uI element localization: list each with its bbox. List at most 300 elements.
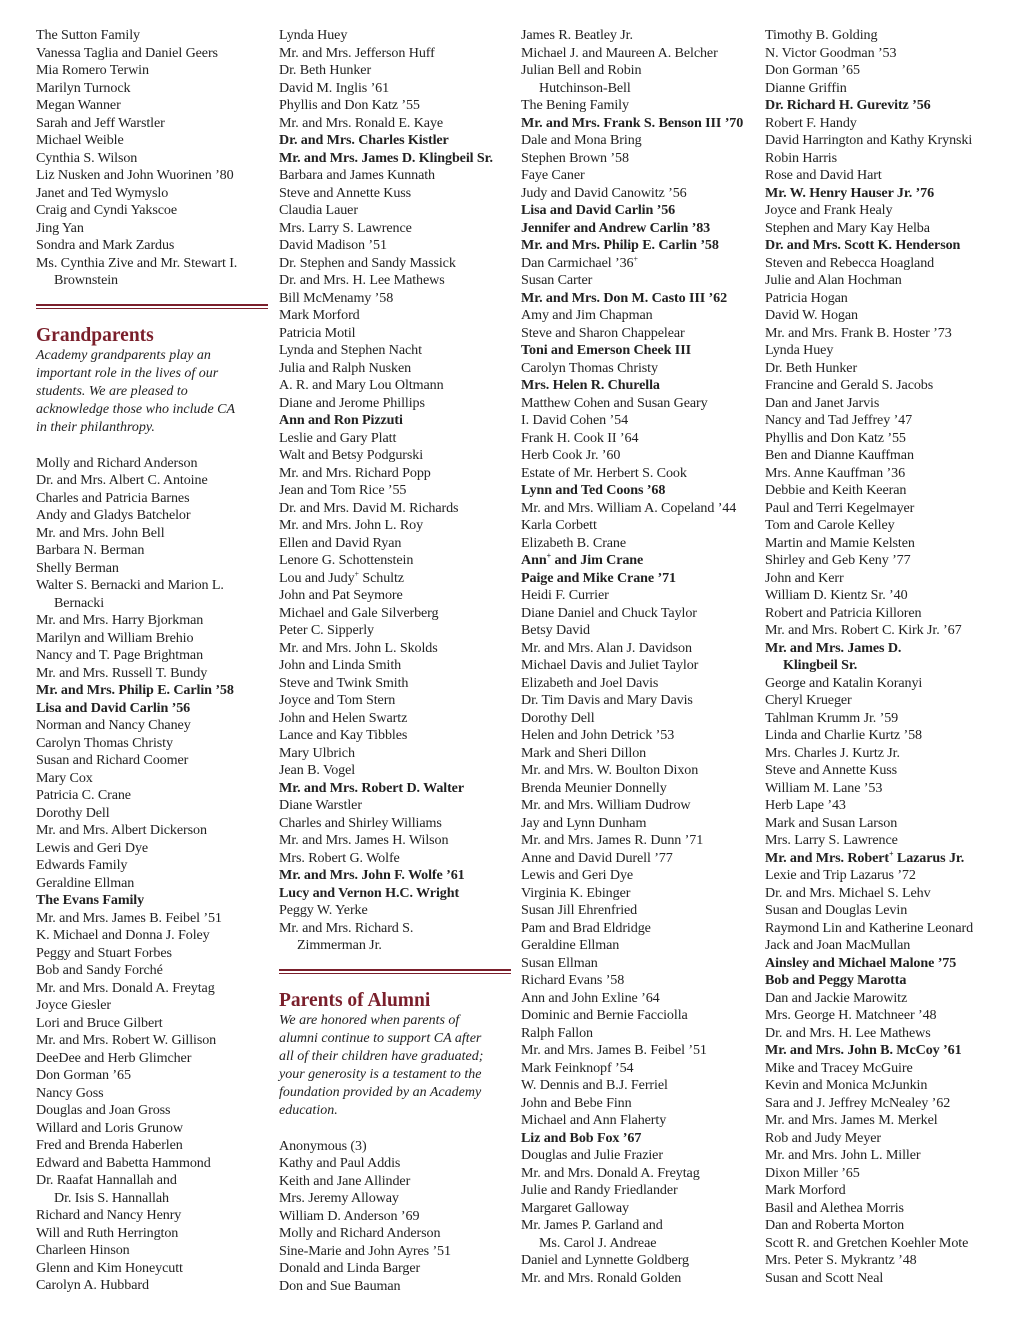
donor-name: Barbara and James Kunnath xyxy=(279,167,435,183)
donor-name: Phyllis and Don Katz ’55 xyxy=(279,97,420,113)
donor-name: Bob and Sandy Forché xyxy=(36,962,163,978)
donor-name: Susan Carter xyxy=(521,272,593,288)
donor-name: Susan and Scott Neal xyxy=(765,1269,884,1286)
donor-name: David Harrington and Kathy Krynski xyxy=(765,132,973,148)
donor-name: Mr. and Mrs. John F. Wolfe ’61 xyxy=(279,867,465,883)
donor-name: Richard and Nancy Henry xyxy=(36,1207,182,1223)
section-divider xyxy=(36,304,268,309)
donor-name: Daniel and Lynnette Goldberg xyxy=(521,1252,689,1268)
donor-name: Mrs. Anne Kauffman ’36 xyxy=(765,464,906,481)
donor-name: Brownstein xyxy=(54,272,118,288)
intro-line: Academy grandparents play an xyxy=(36,347,211,363)
donor-name: Lynn and Ted Coons ’68 xyxy=(521,482,666,498)
donor-name: Dianne Griffin xyxy=(765,79,847,96)
deceased-marker: + xyxy=(889,848,894,858)
section-heading: Parents of Alumni xyxy=(279,989,431,1011)
donor-name: Claudia Lauer xyxy=(279,202,358,218)
donor-name: Stephen Brown ’58 xyxy=(521,149,629,166)
donor-name: Mr. and Mrs. Jefferson Huff xyxy=(279,44,435,61)
donor-name: Liz and Bob Fox ’67 xyxy=(521,1129,642,1146)
donor-name: Ann and John Exline ’64 xyxy=(521,989,660,1006)
donor-name: Dan and Jackie Marowitz xyxy=(765,989,908,1006)
donor-name: Dale and Mona Bring xyxy=(521,132,642,148)
donor-name: Jay and Lynn Dunham xyxy=(521,814,647,831)
donor-name: Bernacki xyxy=(54,594,105,611)
donor-name: Liz Nusken and John Wuorinen ’80 xyxy=(36,167,234,183)
donor-name: Charles and Patricia Barnes xyxy=(36,489,190,506)
donor-name: Dr. and Mrs. H. Lee Mathews xyxy=(279,272,445,288)
donor-name: John and Linda Smith xyxy=(279,657,402,673)
donor-name: Sine-Marie and John Ayres ’51 xyxy=(279,1242,451,1259)
donor-name: Matthew Cohen and Susan Geary xyxy=(521,394,708,411)
donor-name: Diane and Jerome Phillips xyxy=(279,394,425,411)
donor-name: Dr. and Mrs. Michael S. Lehv xyxy=(765,884,931,901)
donor-name: Jean B. Vogel xyxy=(279,762,356,778)
donor-name: Helen and John Detrick ’53 xyxy=(521,727,675,743)
deceased-marker: + xyxy=(354,568,359,578)
donor-name: Walt and Betsy Podgurski xyxy=(279,447,424,463)
donor-name: Ann and Ron Pizzuti xyxy=(279,412,403,428)
donor-name: Mark and Sheri Dillon xyxy=(521,744,647,761)
donor-name: Susan and Douglas Levin xyxy=(765,902,908,918)
donor-name: Lance and Kay Tibbles xyxy=(279,727,408,743)
donor-name: Bill McMenamy ’58 xyxy=(279,289,394,306)
donor-name: Robert F. Handy xyxy=(765,114,857,131)
donor-name: Patricia Motil xyxy=(279,324,356,341)
donor-name: Jack and Joan MacMullan xyxy=(765,937,911,953)
donor-name: Megan Wanner xyxy=(36,97,121,113)
donor-name: Steve and Twink Smith xyxy=(279,674,409,691)
donor-name: Dr. Beth Hunker xyxy=(279,62,372,78)
donor-name: David W. Hogan xyxy=(765,307,858,323)
donor-name: Mr. James P. Garland and xyxy=(521,1217,663,1233)
intro-line: in their philanthropy. xyxy=(36,419,155,435)
donor-name: John and Helen Swartz xyxy=(279,709,408,726)
donor-name: Paul and Terri Kegelmayer xyxy=(765,499,915,516)
donor-name: Mr. and Mrs. Ronald Golden xyxy=(521,1269,682,1286)
donor-name: Mia Romero Terwin xyxy=(36,62,149,78)
donor-name-part: Lou and Judy xyxy=(279,569,355,586)
donor-name: Ellen and David Ryan xyxy=(279,534,402,551)
intro-line: We are honored when parents of xyxy=(279,1012,460,1028)
donor-name: Susan and Richard Coomer xyxy=(36,752,189,768)
donor-name: Vanessa Taglia and Daniel Geers xyxy=(36,44,218,61)
donor-name: Dr. and Mrs. Scott K. Henderson xyxy=(765,237,961,253)
donor-name: Martin and Mamie Kelsten xyxy=(765,534,915,551)
donor-name: Mike and Tracey McGuire xyxy=(765,1059,913,1076)
donor-name: Norman and Nancy Chaney xyxy=(36,717,191,733)
column-4 xyxy=(765,27,1010,1287)
donor-name: Dr. and Mrs. David M. Richards xyxy=(279,499,459,516)
donor-name: Craig and Cyndi Yakscoe xyxy=(36,202,177,218)
donor-name: Lynda Huey xyxy=(279,27,348,43)
donor-name: Molly and Richard Anderson xyxy=(279,1225,441,1241)
donor-name: Michael Davis and Juliet Taylor xyxy=(521,657,699,673)
donor-name: Sarah and Jeff Warstler xyxy=(36,114,165,131)
donor-name: Frank H. Cook II ’64 xyxy=(521,429,639,446)
donor-name: Jing Yan xyxy=(36,219,84,236)
donor-name: Shirley and Geb Keny ’77 xyxy=(765,552,911,568)
donor-name: David M. Inglis ’61 xyxy=(279,79,390,96)
donor-name: Cynthia S. Wilson xyxy=(36,149,138,166)
donor-name: Mr. and Mrs. James B. Feibel ’51 xyxy=(36,909,222,926)
donor-name: Charleen Hinson xyxy=(36,1242,130,1258)
donor-name: Joyce Giesler xyxy=(36,997,112,1013)
donor-name: Edwards Family xyxy=(36,857,128,873)
donor-name: Timothy B. Golding xyxy=(765,27,878,43)
donor-name: Paige and Mike Crane ’71 xyxy=(521,569,676,586)
section-intro xyxy=(279,1012,514,1120)
donor-name: Amy and Jim Chapman xyxy=(521,307,653,323)
donor-name: George and Katalin Koranyi xyxy=(765,674,923,691)
donor-name: Diane Daniel and Chuck Taylor xyxy=(521,604,697,621)
donor-name: Mrs. Jeremy Alloway xyxy=(279,1190,399,1206)
donor-name: Dr. Beth Hunker xyxy=(765,359,858,376)
donor-name: Dr. and Mrs. H. Lee Mathews xyxy=(765,1024,931,1041)
donor-name: Keith and Jane Allinder xyxy=(279,1172,411,1189)
donor-name: Fred and Brenda Haberlen xyxy=(36,1137,183,1153)
donor-name: Dorothy Dell xyxy=(36,804,110,821)
donor-name: Don Gorman ’65 xyxy=(765,62,860,78)
donor-name: Raymond Lin and Katherine Leonard xyxy=(765,919,974,936)
donor-name: David Madison ’51 xyxy=(279,237,387,253)
donor-name: Anne and David Durell ’77 xyxy=(521,849,673,866)
donor-name: John and Pat Seymore xyxy=(279,587,403,603)
donor-name: Carolyn Thomas Christy xyxy=(36,734,173,751)
donor-name: Julie and Randy Friedlander xyxy=(521,1182,678,1198)
donor-name: Jean and Tom Rice ’55 xyxy=(279,482,407,498)
intro-line: your generosity is a testament to the xyxy=(279,1066,482,1082)
donor-name: Mr. and Mrs. Robert C. Kirk Jr. ’67 xyxy=(765,622,962,638)
donor-name: The Sutton Family xyxy=(36,27,141,43)
donor-name: William M. Lane ’53 xyxy=(765,779,883,796)
donor-name: William D. Anderson ’69 xyxy=(279,1207,420,1224)
donor-name: Mark Feinknopf ’54 xyxy=(521,1059,634,1076)
donor-name: Mr. and Mrs. Philip E. Carlin ’58 xyxy=(36,682,234,698)
donor-name: Pam and Brad Eldridge xyxy=(521,919,651,936)
donor-name: Dorothy Dell xyxy=(521,709,595,726)
donor-name: Sondra and Mark Zardus xyxy=(36,237,175,253)
donor-name: Michael and Ann Flaherty xyxy=(521,1112,667,1128)
donor-name: Nancy Goss xyxy=(36,1084,104,1101)
donor-name: Michael J. and Maureen A. Belcher xyxy=(521,44,718,61)
donor-name: Jennifer and Andrew Carlin ’83 xyxy=(521,219,711,236)
donor-name xyxy=(521,255,759,273)
donor-name: Mrs. Larry S. Lawrence xyxy=(279,219,412,236)
donor-name: Mark Morford xyxy=(279,307,360,323)
donor-name: Marilyn Turnock xyxy=(36,79,131,96)
donor-name: Lewis and Geri Dye xyxy=(521,867,634,883)
donor-name: Debbie and Keith Keeran xyxy=(765,482,907,498)
donor-name: I. David Cohen ’54 xyxy=(521,412,629,428)
donor-name: Joyce and Frank Healy xyxy=(765,202,893,218)
donor-name: Michael Weible xyxy=(36,132,124,148)
column-2 xyxy=(279,27,514,1295)
donor-name: Lisa and David Carlin ’56 xyxy=(521,202,676,218)
donor-name: Mrs. Peter S. Mykrantz ’48 xyxy=(765,1252,917,1268)
donor-name: Mr. and Mrs. John L. Roy xyxy=(279,517,424,533)
donor-name: Mr. and Mrs. John Bell xyxy=(36,524,165,541)
donor-name: Brenda Meunier Donnelly xyxy=(521,779,667,796)
donor-name: Lenore G. Schottenstein xyxy=(279,552,414,568)
donor-name: Mr. and Mrs. W. Boulton Dixon xyxy=(521,762,699,778)
donor-name: Mr. and Mrs. William A. Copeland ’44 xyxy=(521,499,737,516)
donor-name: Mark and Susan Larson xyxy=(765,814,898,831)
donor-name: Willard and Loris Grunow xyxy=(36,1119,183,1136)
intro-line: students. We are pleased to xyxy=(36,383,188,399)
donor-name: Mr. and Mrs. Richard Popp xyxy=(279,464,431,481)
donor-name: Dr. and Mrs. Charles Kistler xyxy=(279,132,449,148)
donor-name: Ben and Dianne Kauffman xyxy=(765,447,914,463)
donor-name: Mr. and Mrs. Russell T. Bundy xyxy=(36,664,208,681)
donor-name: Peter C. Sipperly xyxy=(279,622,374,638)
donor-name: Leslie and Gary Platt xyxy=(279,429,397,446)
donor-name: Marilyn and William Brehio xyxy=(36,629,194,646)
donor-name: Mr. and Mrs. James M. Merkel xyxy=(765,1112,938,1128)
donor-name: Geraldine Ellman xyxy=(36,874,135,891)
donor-name-part: Mr. and Mrs. Robert xyxy=(765,849,890,866)
donor-name: Lori and Bruce Gilbert xyxy=(36,1014,163,1031)
donor-name: Lewis and Geri Dye xyxy=(36,839,149,856)
donor-name: Dr. Isis S. Hannallah xyxy=(54,1189,169,1206)
donor-name: Mrs. Charles J. Kurtz Jr. xyxy=(765,744,900,761)
donor-name: Mr. and Mrs. James B. Feibel ’51 xyxy=(521,1042,707,1058)
donor-name: A. R. and Mary Lou Oltmann xyxy=(279,377,444,393)
donor-name: Walter S. Bernacki and Marion L. xyxy=(36,577,224,593)
intro-line: important role in the lives of our xyxy=(36,365,219,381)
donor-name: Mr. and Mrs. John L. Skolds xyxy=(279,639,438,656)
donor-name: Lynda Huey xyxy=(765,342,834,358)
donor-name: Anonymous (3) xyxy=(279,1137,367,1154)
donor-name: Barbara N. Berman xyxy=(36,542,145,558)
donor-name: Stephen and Mary Kay Helba xyxy=(765,219,930,236)
donor-name: Judy and David Canowitz ’56 xyxy=(521,184,687,201)
donor-name: John and Kerr xyxy=(765,569,844,586)
section-intro xyxy=(36,347,271,437)
donor-name: Basil and Alethea Morris xyxy=(765,1199,904,1216)
donor-name: Mrs. Helen R. Churella xyxy=(521,377,660,393)
donor-name: K. Michael and Donna J. Foley xyxy=(36,927,210,943)
donor-name: Toni and Emerson Cheek III xyxy=(521,342,691,358)
donor-name: Mr. W. Henry Hauser Jr. ’76 xyxy=(765,184,935,201)
donor-name: Mr. and Mrs. William Dudrow xyxy=(521,797,691,813)
donor-name: Dominic and Bernie Facciolla xyxy=(521,1007,688,1023)
donor-name: Carolyn A. Hubbard xyxy=(36,1277,149,1293)
donor-name: Andy and Gladys Batchelor xyxy=(36,507,191,523)
donor-name: Dr. Richard H. Gurevitz ’56 xyxy=(765,97,931,113)
donor-name: Mr. and Mrs. Donald A. Freytag xyxy=(36,979,215,996)
donor-name: Rob and Judy Meyer xyxy=(765,1129,882,1146)
donor-name: Margaret Galloway xyxy=(521,1199,630,1216)
donor-name: N. Victor Goodman ’53 xyxy=(765,44,897,61)
donor-name: Mr. and Mrs. Robert W. Gillison xyxy=(36,1032,217,1048)
donor-name: Mr. and Mrs. Philip E. Carlin ’58 xyxy=(521,237,719,253)
donor-name: Lexie and Trip Lazarus ’72 xyxy=(765,867,916,883)
donor-name: Peggy W. Yerke xyxy=(279,902,368,918)
donor-name xyxy=(765,850,1010,868)
intro-line: all of their children have graduated; xyxy=(279,1048,484,1064)
donor-name: Mary Ulbrich xyxy=(279,744,355,761)
donor-name: Steve and Sharon Chappelear xyxy=(521,324,685,341)
donor-name: Elizabeth B. Crane xyxy=(521,534,627,551)
donor-name: Dan and Roberta Morton xyxy=(765,1217,905,1233)
donor-name: Mr. and Mrs. John B. McCoy ’61 xyxy=(765,1042,962,1058)
donor-name: Lisa and David Carlin ’56 xyxy=(36,699,191,716)
donor-name: Betsy David xyxy=(521,622,590,638)
donor-name: Robin Harris xyxy=(765,149,838,166)
donor-name: Steve and Annette Kuss xyxy=(765,762,898,778)
donor-name: Heidi F. Currier xyxy=(521,587,609,603)
donor-name: Mr. and Mrs. John L. Miller xyxy=(765,1147,921,1163)
donor-name: Douglas and Joan Gross xyxy=(36,1102,171,1118)
donor-name: Susan Ellman xyxy=(521,954,598,971)
donor-name: Molly and Richard Anderson xyxy=(36,454,198,471)
donor-name: Donald and Linda Barger xyxy=(279,1260,421,1276)
donor-name: Don Gorman ’65 xyxy=(36,1067,131,1083)
donor-name: Richard Evans ’58 xyxy=(521,972,625,988)
donor-name: The Bening Family xyxy=(521,97,629,113)
donor-name: Mr. and Mrs. Frank B. Hoster ’73 xyxy=(765,324,952,341)
donor-name: Charles and Shirley Williams xyxy=(279,814,442,831)
donor-name: Dan and Janet Jarvis xyxy=(765,394,880,411)
donor-name: Mr. and Mrs. Richard S. xyxy=(279,919,414,936)
section-heading: Grandparents xyxy=(36,324,154,346)
donor-name: The Evans Family xyxy=(36,892,145,908)
donor-name: Mr. and Mrs. James D. xyxy=(765,639,902,656)
donor-name: Kathy and Paul Addis xyxy=(279,1155,401,1171)
donor-name: Carolyn Thomas Christy xyxy=(521,359,658,376)
donor-name: Francine and Gerald S. Jacobs xyxy=(765,377,934,393)
donor-name: Ainsley and Michael Malone ’75 xyxy=(765,954,957,971)
intro-line: acknowledge those who include CA xyxy=(36,401,236,417)
donor-name: Patricia C. Crane xyxy=(36,787,131,803)
donor-name: Mark Morford xyxy=(765,1182,846,1198)
donor-name: Faye Caner xyxy=(521,167,585,183)
donor-name: Estate of Mr. Herbert S. Cook xyxy=(521,464,687,481)
donor-name: Mr. and Mrs. Donald A. Freytag xyxy=(521,1164,700,1181)
donor-name: Steven and Rebecca Hoagland xyxy=(765,254,935,271)
donor-name: Steve and Annette Kuss xyxy=(279,184,412,201)
donor-name: Mr. and Mrs. Don M. Casto III ’62 xyxy=(521,289,728,306)
donor-name: Rose and David Hart xyxy=(765,167,882,183)
donor-name: Bob and Peggy Marotta xyxy=(765,972,907,988)
donor-name: Linda and Charlie Kurtz ’58 xyxy=(765,727,922,743)
donor-name: Dixon Miller ’65 xyxy=(765,1164,860,1181)
intro-line: foundation provided by an Academy xyxy=(279,1084,482,1100)
donor-name: Scott R. and Gretchen Koehler Mote xyxy=(765,1234,969,1251)
donor-name: Glenn and Kim Honeycutt xyxy=(36,1259,183,1276)
donor-name: DeeDee and Herb Glimcher xyxy=(36,1049,192,1066)
donor-name: Janet and Ted Wymyslo xyxy=(36,184,169,201)
donor-name: Ms. Cynthia Zive and Mr. Stewart I. xyxy=(36,254,238,271)
donor-name: Mr. and Mrs. Harry Bjorkman xyxy=(36,612,204,628)
donor-name: Zimmerman Jr. xyxy=(297,937,382,953)
donor-name: Mr. and Mrs. James H. Wilson xyxy=(279,832,449,848)
donor-name: James R. Beatley Jr. xyxy=(521,27,633,43)
donor-name xyxy=(279,570,514,588)
donor-name: Elizabeth and Joel Davis xyxy=(521,674,659,691)
donor-name-part: Schultz xyxy=(358,569,404,586)
donor-name: Sara and J. Jeffrey McNealey ’62 xyxy=(765,1094,951,1111)
donor-name: Mr. and Mrs. Albert Dickerson xyxy=(36,822,207,838)
donor-name: Michael and Gale Silverberg xyxy=(279,604,439,621)
donor-name-part: Lazarus Jr. xyxy=(893,849,965,866)
column-1 xyxy=(36,27,271,1295)
donor-name: Susan Jill Ehrenfried xyxy=(521,902,638,918)
donor-name-part: and Jim Crane xyxy=(551,552,644,568)
donor-name: Hutchinson-Bell xyxy=(539,79,631,96)
donor-name: Ralph Fallon xyxy=(521,1024,594,1041)
donor-name: Julia and Ralph Nusken xyxy=(279,359,412,376)
donor-name: Patricia Hogan xyxy=(765,289,848,306)
donor-name: Mr. and Mrs. Frank S. Benson III ’70 xyxy=(521,114,744,131)
donor-name: Julie and Alan Hochman xyxy=(765,272,902,288)
donor-name-part: Ann xyxy=(521,552,547,568)
deceased-marker: + xyxy=(633,253,638,263)
intro-line: education. xyxy=(279,1102,338,1118)
donor-name: Dr. Raafat Hannallah and xyxy=(36,1172,177,1188)
donor-name: Will and Ruth Herrington xyxy=(36,1224,179,1241)
donor-name: Virginia K. Ebinger xyxy=(521,884,631,901)
donor-name: Nancy and Tad Jeffrey ’47 xyxy=(765,412,913,428)
donor-name: Diane Warstler xyxy=(279,797,362,813)
donor-name: Douglas and Julie Frazier xyxy=(521,1147,663,1163)
donor-name: Geraldine Ellman xyxy=(521,937,620,953)
intro-line: alumni continue to support CA after xyxy=(279,1030,482,1046)
donor-name: Mr. and Mrs. Robert D. Walter xyxy=(279,779,464,796)
donor-name: Dr. Tim Davis and Mary Davis xyxy=(521,692,693,708)
donor-name: Mr. and Mrs. James R. Dunn ’71 xyxy=(521,832,704,848)
donor-name: Mrs. Robert G. Wolfe xyxy=(279,849,400,866)
donor-name: Dr. and Mrs. Albert C. Antoine xyxy=(36,472,208,488)
donor-name: John and Bebe Finn xyxy=(521,1094,632,1111)
donor-name: Peggy and Stuart Forbes xyxy=(36,944,172,961)
donor-name: Kevin and Monica McJunkin xyxy=(765,1077,928,1093)
donor-name: Joyce and Tom Stern xyxy=(279,692,396,708)
donor-name: Mr. and Mrs. Alan J. Davidson xyxy=(521,639,692,656)
deceased-marker: + xyxy=(546,551,552,561)
donor-name: Nancy and T. Page Brightman xyxy=(36,647,204,663)
donor-name: W. Dennis and B.J. Ferriel xyxy=(521,1077,668,1093)
donor-name: Edward and Babetta Hammond xyxy=(36,1154,211,1171)
column-3 xyxy=(521,27,759,1287)
donor-name: Don and Sue Bauman xyxy=(279,1277,401,1294)
donor-name: Herb Cook Jr. ’60 xyxy=(521,447,621,463)
donor-name: Shelly Berman xyxy=(36,559,119,576)
donor-name: Karla Corbett xyxy=(521,517,597,533)
donor-name: Lynda and Stephen Nacht xyxy=(279,342,422,358)
donor-name: Mr. and Mrs. Ronald E. Kaye xyxy=(279,114,444,131)
donor-name: Lucy and Vernon H.C. Wright xyxy=(279,884,460,901)
donor-name: Klingbeil Sr. xyxy=(783,657,858,673)
donor-name: Robert and Patricia Killoren xyxy=(765,604,922,621)
donor-name: Mrs. George H. Matchneer ’48 xyxy=(765,1007,937,1023)
donor-name: Phyllis and Don Katz ’55 xyxy=(765,429,906,446)
donor-name: Tahlman Krumm Jr. ’59 xyxy=(765,709,899,726)
donor-name: Mary Cox xyxy=(36,769,93,786)
donor-name: Herb Lape ’43 xyxy=(765,797,846,813)
donor-name: William D. Kientz Sr. ’40 xyxy=(765,587,908,603)
donor-name xyxy=(521,552,759,570)
donor-name: Julian Bell and Robin xyxy=(521,62,642,78)
donor-name: Cheryl Krueger xyxy=(765,692,852,708)
donor-name: Dr. Stephen and Sandy Massick xyxy=(279,254,456,271)
section-divider xyxy=(279,969,511,974)
donor-name-part: Dan Carmichael ’36 xyxy=(521,254,634,271)
donor-name: Mr. and Mrs. James D. Klingbeil Sr. xyxy=(279,149,493,166)
donor-name: Mrs. Larry S. Lawrence xyxy=(765,832,898,848)
donor-name: Ms. Carol J. Andreae xyxy=(539,1234,657,1251)
